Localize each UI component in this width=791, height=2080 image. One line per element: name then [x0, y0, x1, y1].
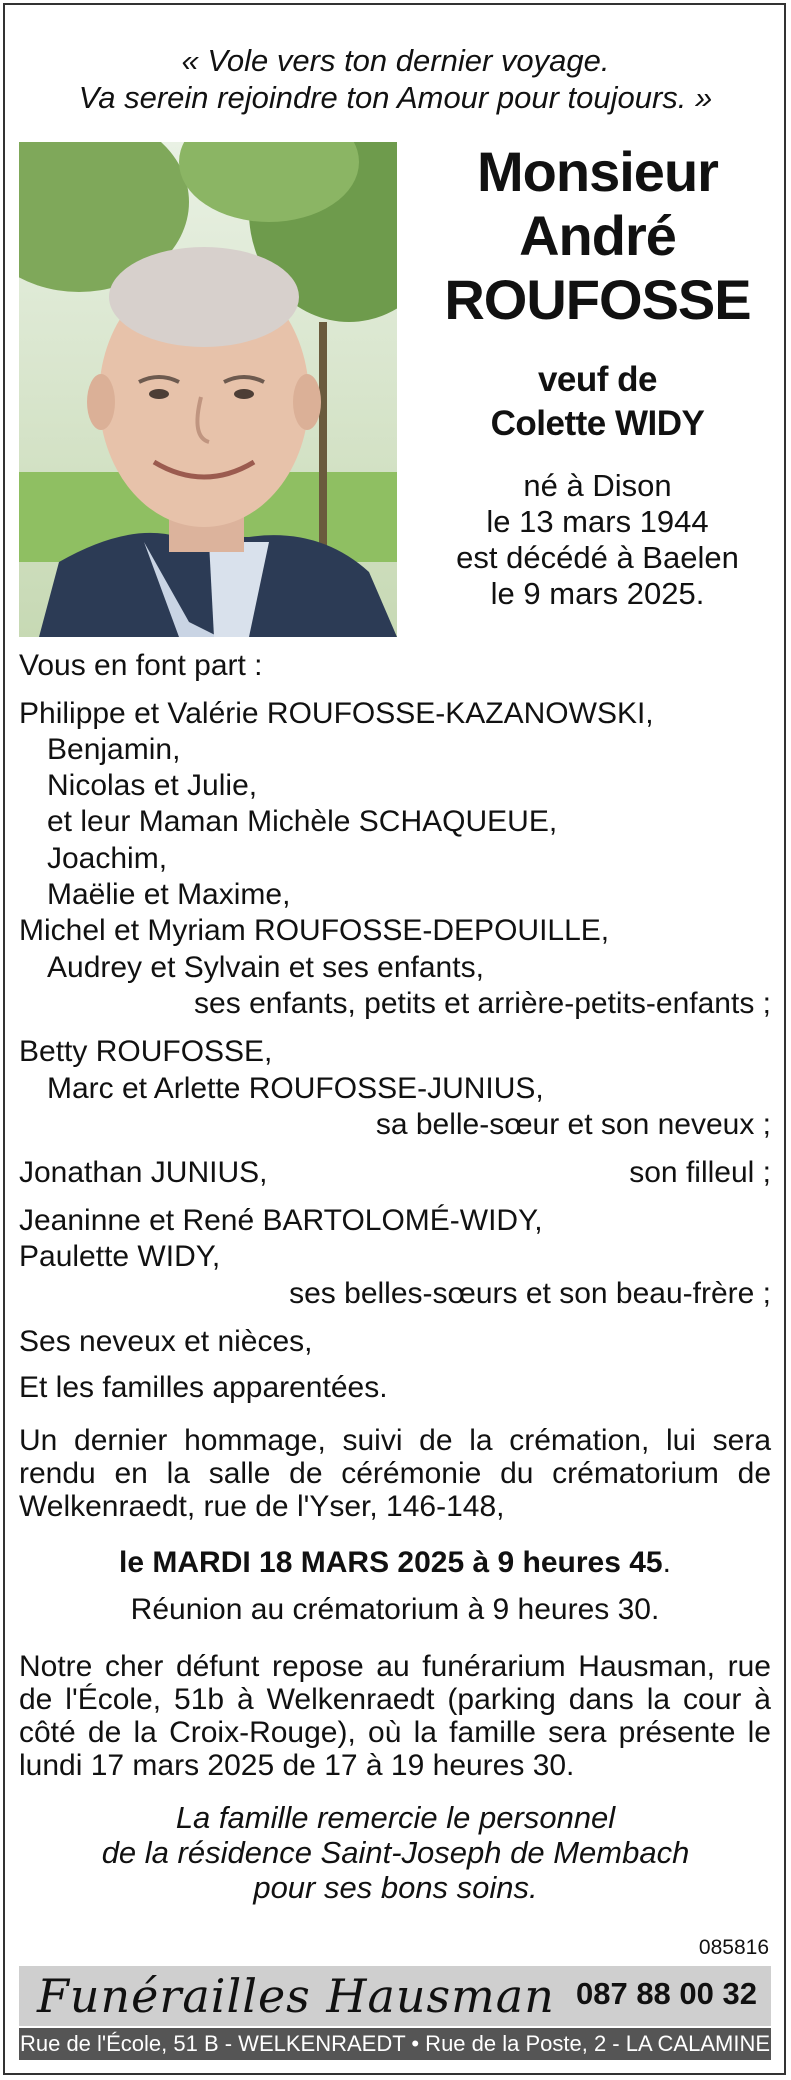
family-line: et leur Maman Michèle SCHAQUEUE, — [47, 805, 558, 838]
family-line: Et les familles apparentées. — [19, 1371, 388, 1404]
family-relation: ses belles-sœurs et son beau-frère ; — [289, 1277, 771, 1310]
portrait-photo — [19, 142, 397, 637]
family-line: Betty ROUFOSSE, — [19, 1035, 273, 1068]
birth-date: le 13 mars 1944 — [486, 504, 709, 539]
last-name: ROUFOSSE — [444, 268, 751, 331]
family-relation: son filleul ; — [629, 1156, 771, 1189]
widower-label: veuf de — [537, 360, 658, 399]
death-date: le 9 mars 2025. — [490, 576, 705, 611]
birth-death-info — [420, 468, 775, 612]
family-line: Maëlie et Maxime, — [47, 878, 291, 911]
first-name: André — [519, 204, 676, 267]
thanks-message — [0, 1800, 791, 1905]
ceremony-text: Un dernier hommage, suivi de la crémation, lui sera rendu en la salle de cérémonie du crématorium de Welkenraedt, rue de l'Yser, 146-148, — [19, 1424, 771, 1523]
ceremony-date-line — [19, 1546, 771, 1579]
family-relation: ses enfants, petits et arrière-petits-enfants ; — [194, 987, 771, 1020]
ceremony-date: le MARDI 18 MARS 2025 à 9 heures 45 — [119, 1546, 663, 1579]
deceased-identity — [420, 140, 775, 612]
reference-number: 085816 — [698, 1936, 769, 1959]
birth-place: né à Dison — [523, 468, 672, 503]
family-line: Philippe et Valérie ROUFOSSE-KAZANOWSKI, — [19, 697, 654, 730]
honorific: Monsieur — [477, 140, 718, 203]
funeral-home-phone: 087 88 00 32 — [575, 1976, 757, 2011]
ceremony-date-end: . — [662, 1546, 671, 1579]
family-line: Paulette WIDY, — [19, 1240, 221, 1273]
thanks-line-3: pour ses bons soins. — [253, 1870, 538, 1905]
family-line: Michel et Myriam ROUFOSSE-DEPOUILLE, — [19, 914, 610, 947]
opening-quote — [0, 42, 791, 116]
family-line: Joachim, — [47, 842, 168, 875]
viewing-text: Notre cher défunt repose au funérarium Hausman, rue de l'École, 51b à Welkenraedt (parking dans la cour à côté de la Croix-Rouge), où la famille sera présente le lundi 17 mars 2025 de 17 à 19 heures 30. — [19, 1650, 771, 1782]
family-line: Audrey et Sylvain et ses enfants, — [47, 951, 484, 984]
quote-line-2: Va serein rejoindre ton Amour pour toujours. » — [78, 80, 713, 115]
thanks-line-2: de la résidence Saint-Joseph de Membach — [101, 1835, 690, 1870]
thanks-line-1: La famille remercie le personnel — [175, 1800, 616, 1835]
funeral-home-address: Rue de l'École, 51 B - WELKENRAEDT • Rue de la Poste, 2 - LA CALAMINE — [19, 2028, 771, 2060]
spouse-name: Colette WIDY — [490, 404, 705, 443]
family-relation: sa belle-sœur et son neveux ; — [375, 1108, 771, 1141]
funeral-home-name: Funérailles Hausman — [37, 1969, 555, 2023]
family-line: Nicolas et Julie, — [47, 769, 258, 802]
funeral-home-banner — [19, 1966, 771, 2026]
family-line: Jonathan JUNIUS, — [19, 1156, 268, 1189]
family-line: Ses neveux et nièces, — [19, 1325, 313, 1358]
family-intro: Vous en font part : — [19, 649, 263, 682]
quote-line-1: « Vole vers ton dernier voyage. — [181, 43, 610, 78]
family-line: Benjamin, — [47, 733, 181, 766]
meeting-time: Réunion au crématorium à 9 heures 30. — [130, 1593, 660, 1626]
family-line: Marc et Arlette ROUFOSSE-JUNIUS, — [47, 1072, 544, 1105]
death-place: est décédé à Baelen — [456, 540, 739, 575]
family-line: Jeaninne et René BARTOLOMÉ-WIDY, — [19, 1204, 543, 1237]
